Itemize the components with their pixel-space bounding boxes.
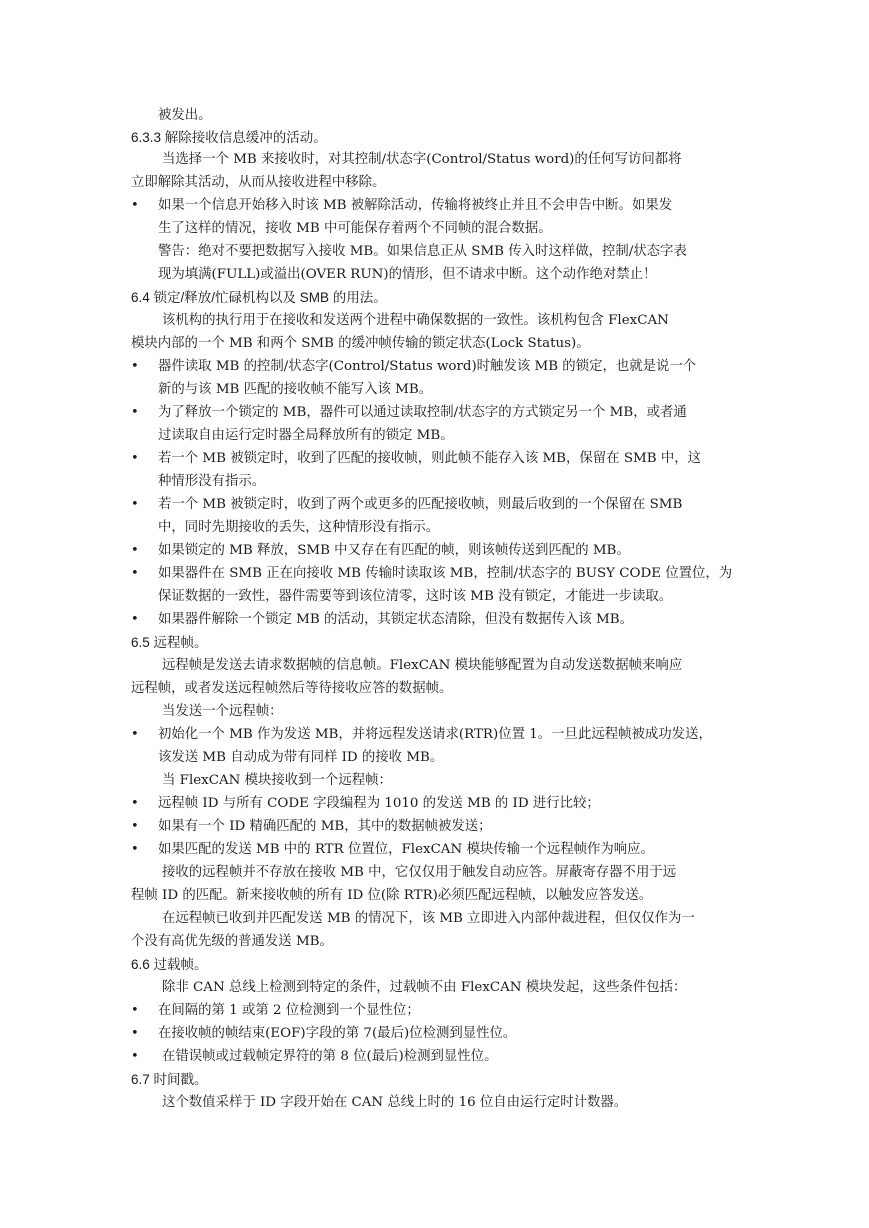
bullet-marker: • [131, 405, 139, 420]
text-line: 若一个 MB 被锁定时，收到了两个或更多的匹配接收帧，则最后收到的一个保留在 SMB [158, 497, 683, 512]
text-line: 过读取自由运行定时器全局释放所有的锁定 MB。 [158, 428, 454, 443]
text-line: 在远程帧已收到并匹配发送 MB 的情况下，该 MB 立即进入内部仲裁进程，但仅仅作为一 [162, 911, 695, 926]
text-line: 这个数值采样于 ID 字段开始在 CAN 总线上时的 16 位自由运行定时计数器。 [162, 1095, 628, 1110]
text-line: 如果器件解除一个锁定 MB 的活动，其锁定状态清除，但没有数据传入该 MB。 [158, 612, 633, 627]
text-line: 当 FlexCAN 模块接收到一个远程帧： [162, 773, 392, 788]
text-line: 在接收帧的帧结束(EOF)字段的第 7(最后)位检测到显性位。 [158, 1026, 517, 1041]
bullet-marker: • [131, 543, 139, 558]
bullet-marker: • [131, 451, 139, 466]
text-line: 初始化一个 MB 作为发送 MB，并将远程发送请求(RTR)位置 1。一旦此远程帧被成功发送， [158, 727, 712, 742]
bullet-marker: • [131, 842, 139, 857]
text-line: 为了释放一个锁定的 MB，器件可以通过读取控制/状态字的方式锁定另一个 MB，或者通 [158, 405, 687, 420]
bullet-marker: • [131, 1049, 139, 1064]
text-line: 被发出。 [158, 108, 212, 123]
text-line: 远程帧 ID 与所有 CODE 字段编程为 1010 的发送 MB 的 ID 进行比较； [158, 796, 600, 811]
bullet-marker: • [131, 497, 139, 512]
section-heading: 6.6 过载帧。 [131, 957, 208, 972]
text-line: 该机构的执行用于在接收和发送两个进程中确保数据的一致性。该机构包含 FlexCAN [162, 313, 669, 328]
text-line: 如果匹配的发送 MB 中的 RTR 位置位，FlexCAN 模块传输一个远程帧作为响应。 [158, 842, 654, 857]
text-line: 如果一个信息开始移入时该 MB 被解除活动，传输将被终止并且不会申告中断。如果发 [158, 198, 673, 213]
text-line: 生了这样的情况，接收 MB 中可能保存着两个不同帧的混合数据。 [158, 221, 552, 236]
bullet-marker: • [131, 819, 139, 834]
bullet-marker: • [131, 1026, 139, 1041]
text-line: 该发送 MB 自动成为带有同样 ID 的接收 MB。 [158, 750, 444, 765]
text-line: 若一个 MB 被锁定时，收到了匹配的接收帧，则此帧不能存入该 MB，保留在 SMB 中，这 [158, 451, 701, 466]
section-heading: 6.4 锁定/释放/忙碌机构以及 SMB 的用法。 [131, 290, 387, 305]
text-line: 当选择一个 MB 来接收时，对其控制/状态字(Control/Status word)的任何写访问都将 [162, 152, 682, 167]
text-line: 保证数据的一致性，器件需要等到该位清零，这时该 MB 没有锁定，才能进一步读取。 [158, 589, 673, 604]
text-line: 警告：绝对不要把数据写入接收 MB。如果信息正从 SMB 传入时这样做，控制/状态字表 [158, 244, 687, 259]
text-line: 模块内部的一个 MB 和两个 SMB 的缓冲帧传输的锁定状态(Lock Status)。 [131, 336, 590, 351]
text-line: 在错误帧或过载帧定界符的第 8 位(最后)检测到显性位。 [162, 1049, 498, 1064]
text-line: 新的与该 MB 匹配的接收帧不能写入该 MB。 [158, 382, 433, 397]
text-line: 在间隔的第 1 或第 2 位检测到一个显性位； [158, 1003, 420, 1018]
text-line: 中，同时先期接收的丢失，这种情形没有指示。 [158, 520, 440, 535]
bullet-marker: • [131, 566, 139, 581]
bullet-marker: • [131, 612, 139, 627]
bullet-marker: • [131, 198, 139, 213]
text-line: 当发送一个远程帧： [162, 704, 283, 719]
bullet-marker: • [131, 1003, 139, 1018]
text-line: 种情形没有指示。 [158, 474, 266, 489]
bullet-marker: • [131, 727, 139, 742]
text-line: 如果锁定的 MB 释放，SMB 中又存在有匹配的帧，则该帧传送到匹配的 MB。 [158, 543, 630, 558]
text-line: 器件读取 MB 的控制/状态字(Control/Status word)时触发该 MB 的锁定，也就是说一个 [158, 359, 697, 374]
text-line: 远程帧，或者发送远程帧然后等待接收应答的数据帧。 [131, 681, 453, 696]
text-line: 接收的远程帧并不存放在接收 MB 中，它仅仅用于触发自动应答。屏蔽寄存器不用于远 [162, 865, 677, 880]
bullet-marker: • [131, 359, 139, 374]
section-heading: 6.7 时间戳。 [131, 1072, 208, 1087]
section-heading: 6.3.3 解除接收信息缓冲的活动。 [131, 130, 327, 145]
text-line: 个没有高优先级的普通发送 MB。 [131, 934, 333, 949]
text-line: 立即解除其活动，从而从接收进程中移除。 [131, 175, 386, 190]
text-line: 如果器件在 SMB 正在向接收 MB 传输时读取该 MB，控制/状态字的 BUSY CODE 位置位，为 [158, 566, 733, 581]
text-line: 除非 CAN 总线上检测到特定的条件，过载帧不由 FlexCAN 模块发起，这些条件包括： [162, 980, 687, 995]
section-heading: 6.5 远程帧。 [131, 635, 208, 650]
text-line: 程帧 ID 的匹配。新来接收帧的所有 ID 位(除 RTR)必须匹配远程帧，以触发应答发送。 [131, 888, 653, 903]
text-line: 如果有一个 ID 精确匹配的 MB，其中的数据帧被发送； [158, 819, 492, 834]
text-line: 远程帧是发送去请求数据帧的信息帧。FlexCAN 模块能够配置为自动发送数据帧来响应 [162, 658, 683, 673]
bullet-marker: • [131, 796, 139, 811]
text-line: 现为填满(FULL)或溢出(OVER RUN)的情形，但不请求中断。这个动作绝对禁止！ [158, 267, 657, 282]
